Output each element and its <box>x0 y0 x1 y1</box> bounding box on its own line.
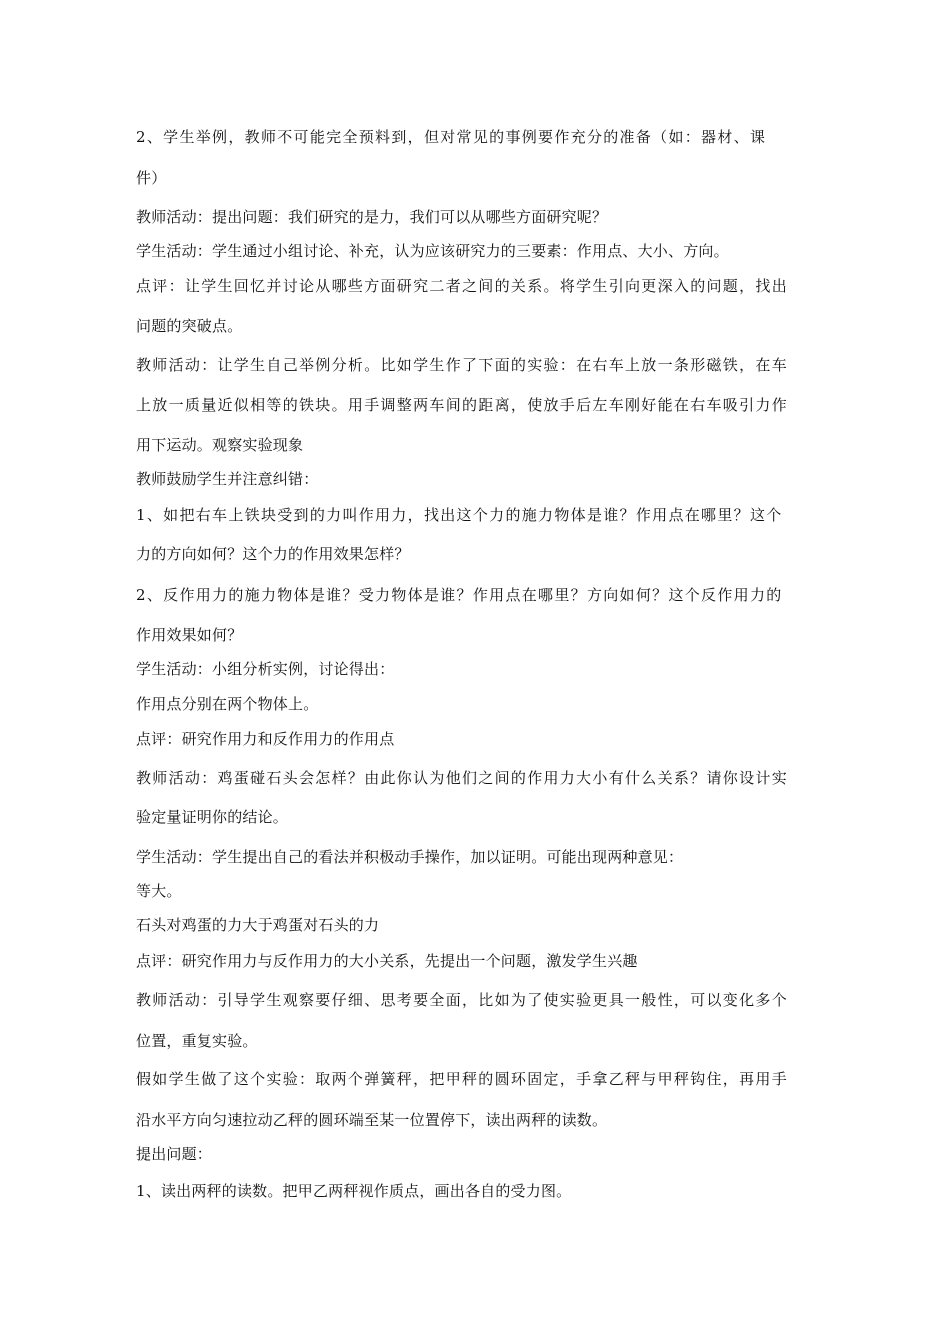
paragraph-line: 教师活动：让学生自己举例分析。比如学生作了下面的实验：在右车上放一条形磁铁，在车 <box>136 356 789 374</box>
paragraph-line: 提出问题： <box>136 1145 213 1163</box>
paragraph-line: 问题的突破点。 <box>136 317 243 335</box>
paragraph-line: 件） <box>136 169 167 187</box>
paragraph-line: 学生活动：学生提出自己的看法并积极动手操作，加以证明。可能出现两种意见： <box>136 848 684 866</box>
paragraph-line: 作用效果如何？ <box>136 626 243 644</box>
paragraph-line: 位置，重复实验。 <box>136 1032 258 1050</box>
paragraph-line: 教师活动：鸡蛋碰石头会怎样？由此你认为他们之间的作用力大小有什么关系？请你设计实 <box>136 769 789 787</box>
paragraph-line: 作用点分别在两个物体上。 <box>136 695 319 713</box>
paragraph-line: 点评：研究作用力与反作用力的大小关系，先提出一个问题，激发学生兴趣 <box>136 952 638 970</box>
paragraph-line: 2、反作用力的施力物体是谁？受力物体是谁？作用点在哪里？方向如何？这个反作用力的 <box>136 586 783 604</box>
paragraph-line: 上放一质量近似相等的铁块。用手调整两车间的距离，使放手后左车刚好能在右车吸引力作 <box>136 396 789 414</box>
paragraph-line: 力的方向如何？这个力的作用效果怎样？ <box>136 545 410 563</box>
paragraph-line: 1、如把右车上铁块受到的力叫作用力，找出这个力的施力物体是谁？作用点在哪里？这个 <box>136 506 783 524</box>
paragraph-line: 等大。 <box>136 882 182 900</box>
paragraph-line: 点评：研究作用力和反作用力的作用点 <box>136 730 395 748</box>
paragraph-line: 验定量证明你的结论。 <box>136 808 289 826</box>
paragraph-line: 教师鼓励学生并注意纠错： <box>136 470 319 488</box>
paragraph-line: 石头对鸡蛋的力大于鸡蛋对石头的力 <box>136 916 380 934</box>
paragraph-line: 2、学生举例，教师不可能完全预料到，但对常见的事例要作充分的准备（如：器材、课 <box>136 128 767 146</box>
paragraph-line: 用下运动。观察实验现象 <box>136 436 304 454</box>
paragraph-line: 点评：让学生回忆并讨论从哪些方面研究二者之间的关系。将学生引向更深入的问题，找出 <box>136 277 789 295</box>
paragraph-line: 沿水平方向匀速拉动乙秤的圆环端至某一位置停下，读出两秤的读数。 <box>136 1111 608 1129</box>
paragraph-line: 教师活动：引导学生观察要仔细、思考要全面，比如为了使实验更具一般性，可以变化多个 <box>136 991 789 1009</box>
paragraph-line: 学生活动：小组分析实例，讨论得出： <box>136 660 395 678</box>
paragraph-line: 假如学生做了这个实验：取两个弹簧秤，把甲秤的圆环固定，手拿乙秤与甲秤钩住，再用手 <box>136 1070 789 1088</box>
paragraph-line: 学生活动：学生通过小组讨论、补充，认为应该研究力的三要素：作用点、大小、方向。 <box>136 242 729 260</box>
paragraph-line: 教师活动：提出问题：我们研究的是力，我们可以从哪些方面研究呢？ <box>136 208 608 226</box>
paragraph-line: 1、读出两秤的读数。把甲乙两秤视作质点，画出各自的受力图。 <box>136 1182 572 1200</box>
